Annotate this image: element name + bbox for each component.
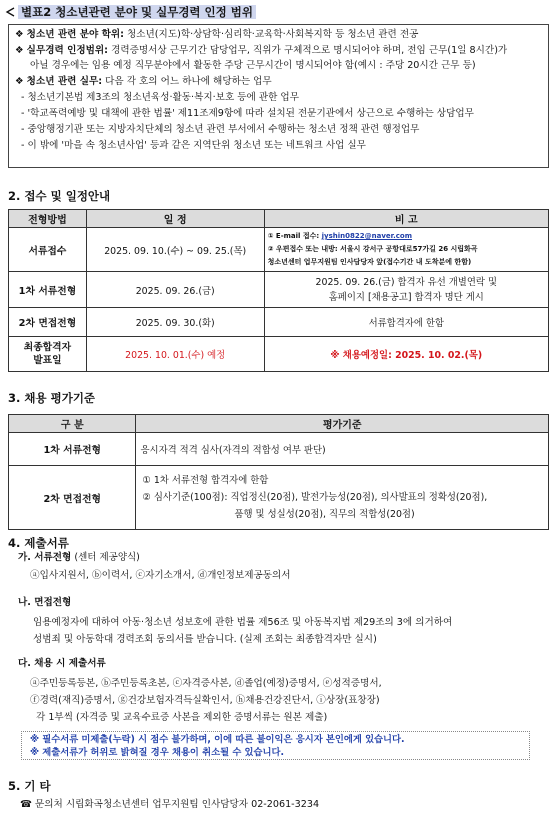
phone-icon: ☎ <box>20 799 32 810</box>
table-header: 비 고 <box>264 210 548 228</box>
section-title-schedule: 2. 접수 및 일정안내 <box>8 189 111 203</box>
criteria-item-experience-cont: 아닐 경우에는 임용 예정 직무분야에서 활동한 주당 근무시간이 명시되어야 함(예시 : 주당 20시간 근무 등) <box>30 60 476 71</box>
table-header: 전형방법 <box>9 210 87 228</box>
note-cell: ※ 채용예정일: 2025. 10. 02.(목) <box>264 337 548 372</box>
schedule-cell: 2025. 09. 26.(금) <box>86 272 264 308</box>
email-link[interactable]: jyshin0822@naver.com <box>321 232 413 240</box>
method-cell: 최종합격자 발표일 <box>9 337 87 372</box>
note-cell: 서류합격자에 한함 <box>264 308 548 337</box>
eval-label-cell: 1차 서류전형 <box>9 433 136 466</box>
table-row <box>9 466 549 530</box>
evaluation-table <box>8 414 549 530</box>
subsection-a-items: ⓐ입사지원서, ⓑ이력서, ⓒ자기소개서, ⓓ개인정보제공동의서 <box>30 570 291 581</box>
notice-line: ※ 필수서류 미제출(누락) 시 점수 불가하며, 이에 따른 불이익은 응시자 본인에게 있습니다. <box>30 734 405 745</box>
method-cell: 1차 서류전형 <box>9 272 87 308</box>
eval-criteria-cell: 응시자격 적격 심사(자격의 적합성 여부 판단) <box>136 433 549 466</box>
method-cell: 2차 면접전형 <box>9 308 87 337</box>
submission-notice-box <box>21 731 530 760</box>
criteria-box <box>8 24 549 168</box>
table-row <box>9 228 549 272</box>
subsection-b-title: 나. 면접전형 <box>18 597 72 608</box>
criteria-item-experience: ❖ 실무경력 인정범위: 경력증명서상 근무기간 담당업무, 직위가 구체적으로 명시되어야 하며, 전임 근무(1일 8시간)가 <box>15 45 508 56</box>
method-cell: 서류접수 <box>9 228 87 272</box>
contact-line: ☎ 문의처 시립화곡청소년센터 업무지원팀 인사담당자 02-2061-3234 <box>20 799 320 810</box>
table-row <box>9 308 549 337</box>
eval-criteria-cell: ① 1차 서류전형 합격자에 한함 ② 심사기준(100점): 직업정신(20점), 발전가능성(20점), 의사발표의 정확성(20점), 품행 및 성실성(20점), 직무의 적합성(20점) <box>136 466 549 530</box>
eval-label-cell: 2차 면접전형 <box>9 466 136 530</box>
criteria-sub-item: - '학교폭력예방 및 대책에 관한 법률' 제11조제9항에 따라 설치된 전문기관에서 상근으로 수행하는 상담업무 <box>21 108 474 119</box>
annex-title: 별표2 청소년관련 분야 및 실무경력 인정 범위 <box>18 4 256 20</box>
notice-line: ※ 제출서류가 허위로 밝혀질 경우 채용이 취소될 수 있습니다. <box>30 747 285 758</box>
schedule-cell: 2025. 10. 01.(수) 예정 <box>86 337 264 372</box>
table-header: 구 분 <box>9 415 136 433</box>
criteria-sub-item: - 청소년기본법 제3조의 청소년육성·활동·복지·보호 등에 관한 업무 <box>21 92 299 103</box>
criteria-item-degree: ❖ 청소년 관련 분야 학위: 청소년(지도)학·상담학·심리학·교육학·사회복지학 등 청소년 관련 전공 <box>15 29 419 40</box>
table-header: 일 정 <box>86 210 264 228</box>
subsection-a-title: 가. 서류전형 (센터 제공양식) <box>18 552 140 563</box>
table-row <box>9 337 549 372</box>
subsection-b-text: 임용예정자에 대하여 아동·청소년 성보호에 관한 법률 제56조 및 아동복지법 제29조의 3에 의거하여 성범죄 및 아동학대 경력조회 동의서를 받습니다. (실제 조회는 최종합격자만 실시) <box>33 617 453 645</box>
section-title-evaluation: 3. 채용 평가기준 <box>8 391 96 405</box>
schedule-cell: 2025. 09. 10.(수) ~ 09. 25.(목) <box>86 228 264 272</box>
criteria-item-practice: ❖ 청소년 관련 실무: 다음 각 호의 어느 하나에 해당하는 업무 <box>15 76 272 87</box>
schedule-table <box>8 209 549 372</box>
section-title-documents: 4. 제출서류 <box>8 536 69 550</box>
diamond-bullet-icon: ❖ <box>15 45 24 56</box>
note-cell: 2025. 09. 26.(금) 합격자 유선 개별연락 및 홈페이지 [채용공고] 합격자 명단 게시 <box>264 272 548 308</box>
schedule-cell: 2025. 09. 30.(화) <box>86 308 264 337</box>
tag-arrow-icon <box>4 7 16 17</box>
table-row <box>9 433 549 466</box>
annex-header <box>4 3 294 21</box>
criteria-sub-item: - 중앙행정기관 또는 지방자치단체의 청소년 관련 부서에서 수행하는 청소년 정책 관련 행정업무 <box>21 124 420 135</box>
note-cell: ① E-mail 접수: jyshin0822@naver.com ② 우편접수 또는 내방: 서울시 강서구 공항대로57가길 26 시립화곡 청소년센터 업무지원팀 인사담당자 앞(접수기간 내 도착분에 한함) <box>264 228 548 272</box>
diamond-bullet-icon: ❖ <box>15 29 24 40</box>
table-header: 평가기준 <box>136 415 549 433</box>
table-row <box>9 272 549 308</box>
criteria-sub-item: - 이 밖에 '마을 속 청소년사업' 등과 같은 지역단위 청소년 또는 네트워크 사업 실무 <box>21 140 366 151</box>
diamond-bullet-icon: ❖ <box>15 76 24 87</box>
subsection-c-items: ⓐ주민등록등본, ⓑ주민등록초본, ⓒ자격증사본, ⓓ졸업(예정)증명서, ⓔ성적증명서, ⓕ경력(재직)증명서, ⓖ건강보험자격득실확인서, ⓗ채용건강진단서, ⓘ상장(표창장) 각 1부씩 (자격증 및 교육수료증 사본을 제외한 증명서류는 원본 제출) <box>30 678 382 723</box>
subsection-c-title: 다. 채용 시 제출서류 <box>18 658 106 669</box>
section-title-etc: 5. 기 타 <box>8 779 51 793</box>
